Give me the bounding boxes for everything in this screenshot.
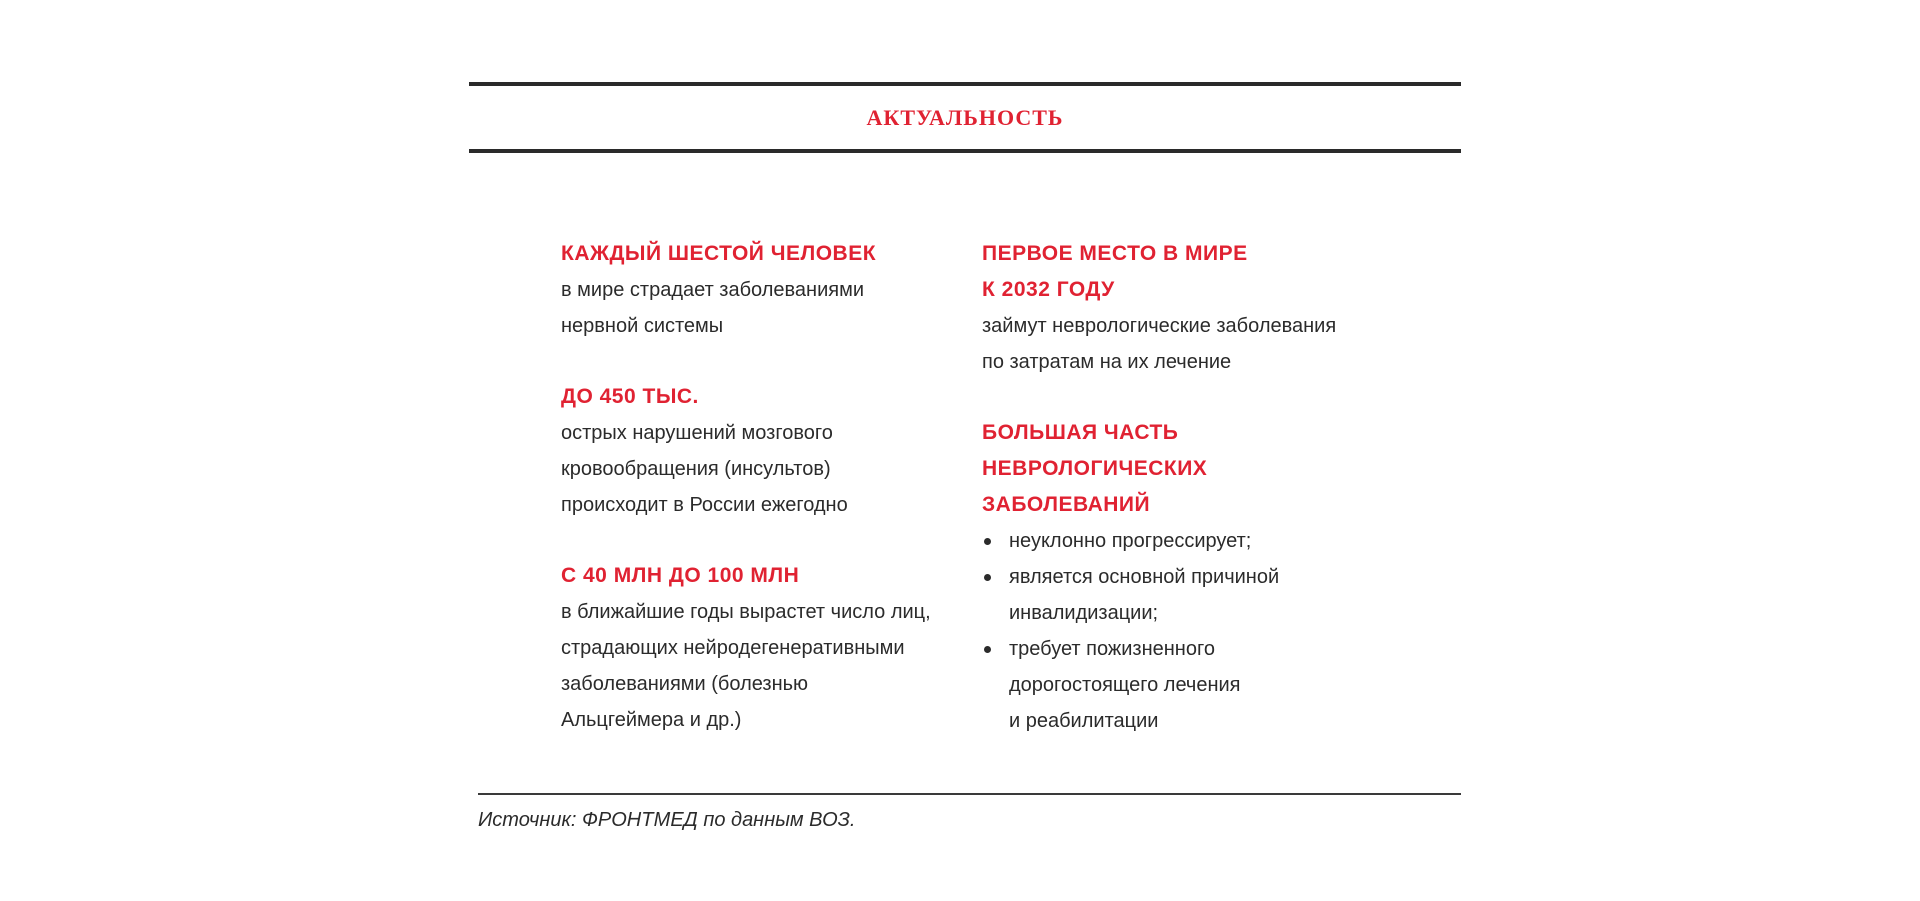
facts-columns <box>561 236 1401 774</box>
bullet-line: и реабилитации <box>1009 710 1159 732</box>
heading-line: КАЖДЫЙ ШЕСТОЙ ЧЕЛОВЕК <box>561 242 877 265</box>
text-line: заболеваниями (болезнью <box>561 673 809 695</box>
fact-block <box>561 558 982 738</box>
text-line: страдающих нейродегенеративными <box>561 637 905 659</box>
text-line: по затратам на их лечение <box>982 351 1232 373</box>
fact-block <box>982 236 1401 380</box>
source-note: Источник: ФРОНТМЕД по данным ВОЗ. <box>478 809 856 831</box>
fact-text <box>561 415 982 523</box>
text-line: в мире страдает заболеваниями <box>561 279 864 301</box>
text-line: займут неврологические заболевания <box>982 315 1337 337</box>
fact-heading <box>982 415 1401 523</box>
bullet-item <box>982 523 1401 559</box>
fact-text <box>982 308 1401 380</box>
heading-line: ЗАБОЛЕВАНИЙ <box>982 493 1151 516</box>
bullet-line: требует пожизненного <box>1009 638 1215 660</box>
heading-line: НЕВРОЛОГИЧЕСКИХ <box>982 457 1208 480</box>
heading-line: К 2032 ГОДУ <box>982 278 1115 301</box>
page <box>469 82 1461 831</box>
section-header <box>469 82 1461 153</box>
fact-block <box>561 379 982 523</box>
fact-block <box>561 236 982 344</box>
bullet-item <box>982 559 1401 631</box>
text-line: острых нарушений мозгового <box>561 422 833 444</box>
fact-text <box>561 272 982 344</box>
fact-heading <box>561 558 982 594</box>
bullet-line: инвалидизации; <box>1009 602 1159 624</box>
section-title: АКТУАЛЬНОСТЬ <box>866 104 1064 130</box>
text-line: Альцгеймера и др.) <box>561 709 742 731</box>
heading-line: БОЛЬШАЯ ЧАСТЬ <box>982 421 1179 444</box>
fact-heading <box>561 236 982 272</box>
text-line: нервной системы <box>561 315 724 337</box>
fact-text <box>561 594 982 738</box>
fact-heading <box>561 379 982 415</box>
bullet-list <box>982 523 1401 739</box>
text-line: в ближайшие годы вырастет число лиц, <box>561 601 931 623</box>
bullet-item <box>982 631 1401 739</box>
heading-line: ПЕРВОЕ МЕСТО В МИРЕ <box>982 242 1248 265</box>
bullet-line: дорогостоящего лечения <box>1009 674 1241 696</box>
bullet-line: является основной причиной <box>1009 566 1280 588</box>
text-line: кровообращения (инсультов) <box>561 458 831 480</box>
left-column <box>561 236 982 774</box>
heading-line: ДО 450 ТЫС. <box>561 385 699 408</box>
footer-divider <box>478 793 1461 795</box>
heading-line: С 40 МЛН ДО 100 МЛН <box>561 564 800 587</box>
fact-heading <box>982 236 1401 308</box>
fact-block <box>982 415 1401 739</box>
right-column <box>982 236 1401 774</box>
bullet-line: неуклонно прогрессирует; <box>1009 530 1252 552</box>
text-line: происходит в России ежегодно <box>561 494 848 516</box>
